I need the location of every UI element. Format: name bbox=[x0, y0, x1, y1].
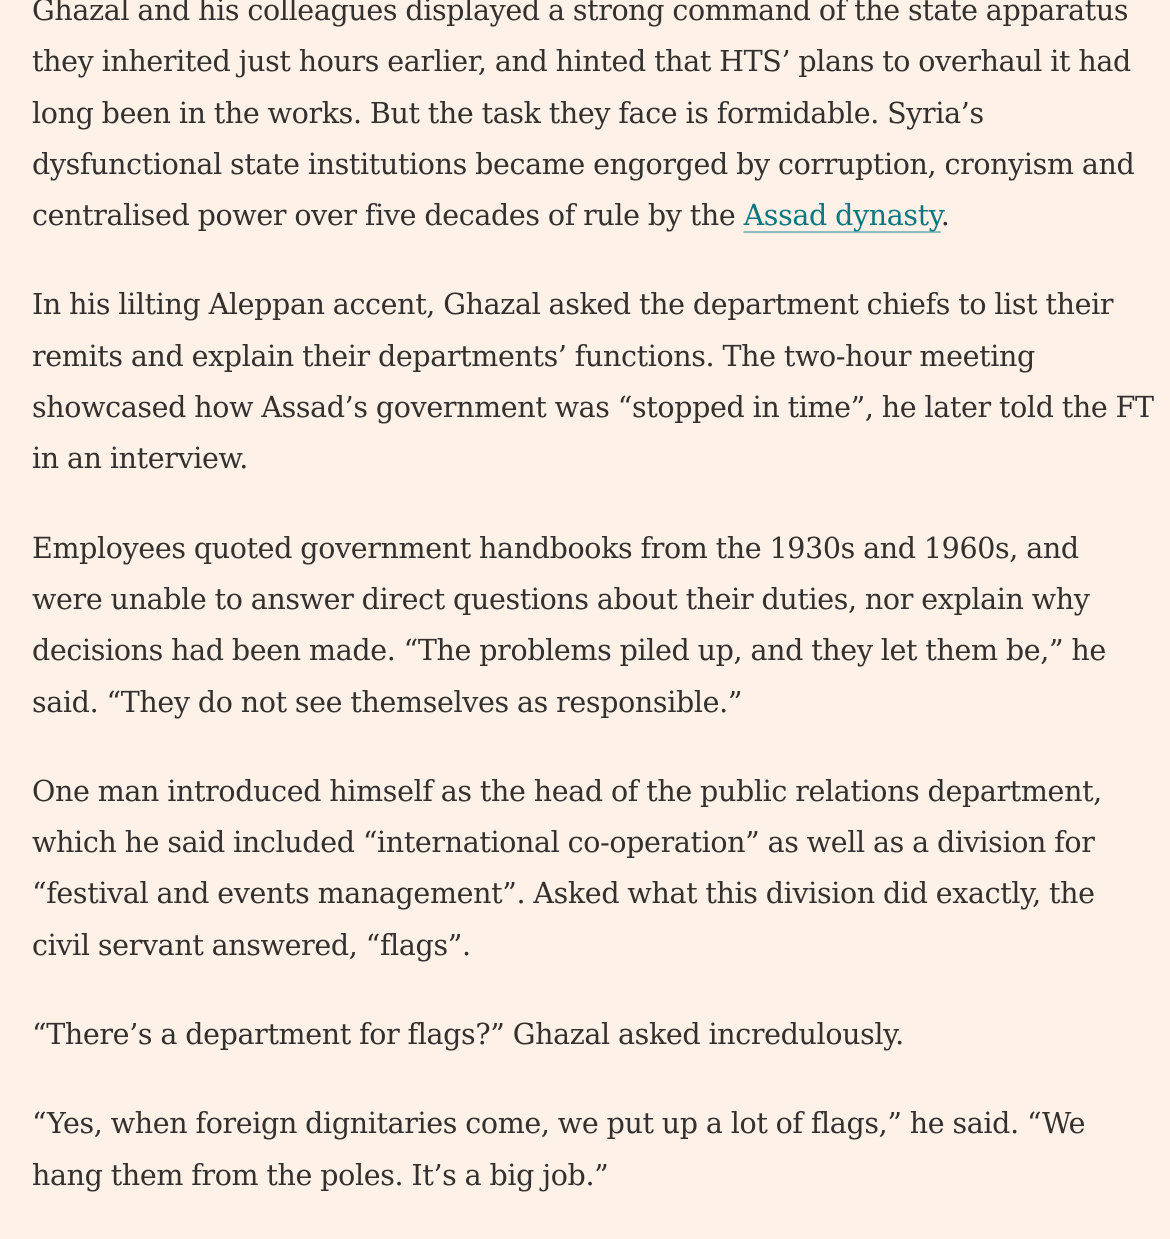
paragraph-4: One man introduced himself as the head of the public relations department, which he said included “international co-operation” as well as a division for “festival and events management”. Asked what this division did exactly, the civil servant answered, “flags”. bbox=[32, 774, 1102, 962]
paragraph-2: In his lilting Aleppan accent, Ghazal asked the department chiefs to list their remits and explain their departments’ functions. The two-hour meeting showcased how Assad’s government was “stopped in time”, he later told the FT in an interview. bbox=[32, 288, 1154, 476]
paragraph-3: Employees quoted government handbooks from the 1930s and 1960s, and were unable to answer direct questions about their duties, nor explain why decisions had been made. “The problems piled up, and they let them be,” he said. “They do not see themselves as responsible.” bbox=[32, 531, 1106, 719]
paragraph-1-end: . bbox=[940, 199, 950, 233]
paragraph-5: “There’s a department for flags?” Ghazal asked incredulously. bbox=[32, 1018, 904, 1052]
article-body bbox=[32, 0, 1157, 1239]
assad-dynasty-link[interactable]: Assad dynasty bbox=[743, 199, 941, 233]
paragraph-6: “Yes, when foreign dignitaries come, we put up a lot of flags,” he said. “We hang them from the poles. It’s a big job.” bbox=[32, 1107, 1086, 1192]
paragraph-1 bbox=[32, 0, 1157, 241]
paragraph-1-text: Ghazal and his colleagues displayed a strong command of the state apparatus they inherited just hours earlier, and hinted that HTS’ plans to overhaul it had long been in the works. But the task they face is formidable. Syria’s dysfunctional state institutions became engorged by corruption, cronyism and centralised power over five decades of rule by the bbox=[32, 0, 1135, 233]
